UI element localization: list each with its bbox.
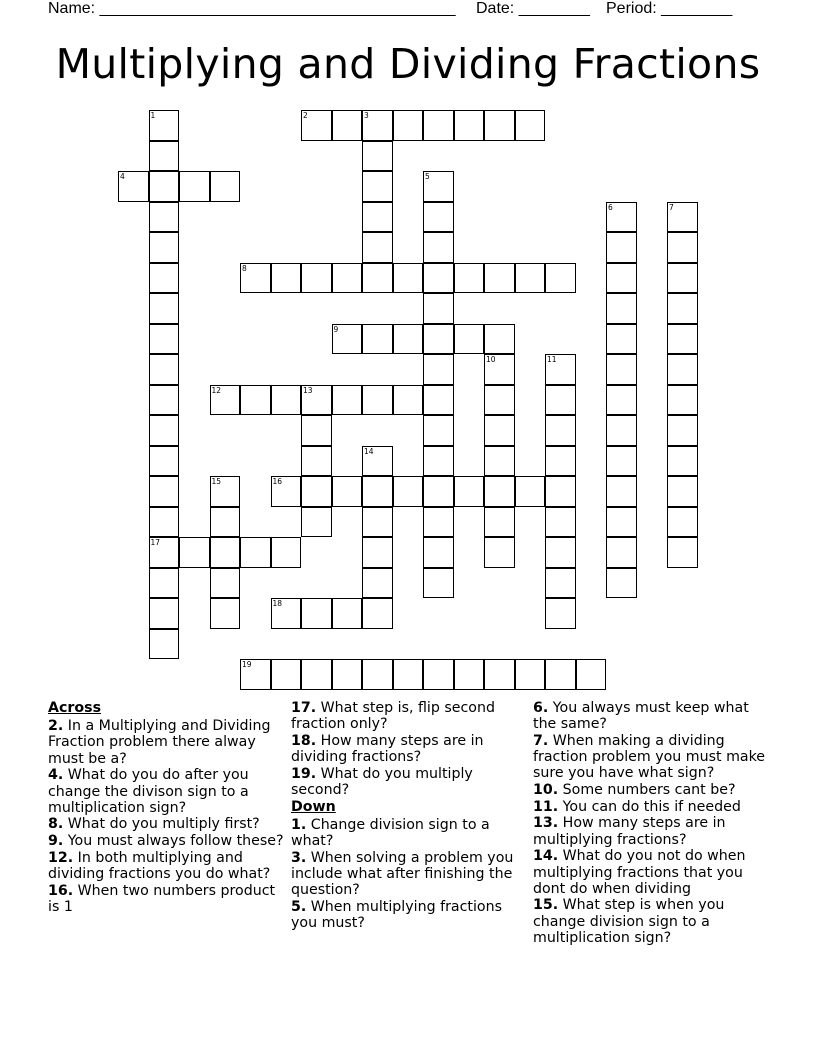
grid-cell[interactable] <box>423 415 454 446</box>
grid-cell[interactable] <box>423 232 454 263</box>
grid-cell[interactable] <box>301 598 332 629</box>
grid-cell[interactable] <box>423 446 454 477</box>
clues-column-1 <box>48 700 284 916</box>
grid-cell[interactable] <box>393 324 424 355</box>
grid-cell[interactable] <box>332 263 363 294</box>
grid-cell[interactable] <box>362 507 393 538</box>
grid-cell[interactable] <box>362 568 393 599</box>
clue-number: 19 <box>242 660 252 669</box>
grid-cell[interactable] <box>332 598 363 629</box>
grid-cell[interactable] <box>667 385 698 416</box>
grid-cell[interactable] <box>423 354 454 385</box>
clue-down-14: 14. What do you not do when multiplying fractions that you dont do when dividing <box>533 848 746 897</box>
grid-cell[interactable] <box>362 476 393 507</box>
grid-cell[interactable] <box>362 171 393 202</box>
grid-cell[interactable] <box>423 324 454 355</box>
clue-number: 8 <box>242 263 247 273</box>
grid-cell[interactable] <box>362 263 393 294</box>
grid-cell[interactable] <box>301 446 332 477</box>
grid-cell[interactable] <box>454 324 485 355</box>
grid-cell[interactable] <box>271 385 302 416</box>
clue-number: 4 <box>120 172 125 181</box>
grid-cell[interactable] <box>667 354 698 385</box>
grid-cell[interactable] <box>484 415 515 446</box>
clue-down-6: 6. You always must keep what the same? <box>533 700 749 733</box>
clue-number: 11 <box>547 355 557 364</box>
grid-cell[interactable] <box>423 537 454 568</box>
clue-number: 10 <box>486 355 496 364</box>
grid-cell[interactable] <box>332 659 363 690</box>
grid-cell[interactable] <box>149 171 180 202</box>
clue-number: 12 <box>211 385 222 395</box>
grid-cell[interactable] <box>606 324 637 355</box>
clue-down-3: 3. When solving a problem you include what after finishing the question? <box>291 849 514 899</box>
grid-cell[interactable] <box>667 415 698 446</box>
grid-cell[interactable] <box>332 385 363 416</box>
grid-cell[interactable] <box>545 568 576 599</box>
page-title: Multiplying and Dividing Fractions <box>55 40 761 88</box>
clue-number: 3 <box>364 111 369 120</box>
grid-cell[interactable] <box>606 354 637 385</box>
grid-cell[interactable] <box>667 476 698 507</box>
clue-down-1: 1. Change division sign to a what? <box>291 816 490 850</box>
grid-cell[interactable] <box>423 202 454 233</box>
grid-cell[interactable] <box>606 476 637 507</box>
grid-cell[interactable] <box>667 446 698 477</box>
grid-cell[interactable] <box>271 659 302 690</box>
grid-cell[interactable] <box>240 385 271 416</box>
grid-cell[interactable] <box>667 263 698 294</box>
grid-cell[interactable] <box>149 629 180 660</box>
grid-cell[interactable] <box>545 476 576 507</box>
clue-down-10: 10. Some numbers cant be? <box>533 782 736 799</box>
grid-cell[interactable] <box>484 507 515 538</box>
grid-cell[interactable] <box>149 415 180 446</box>
grid-cell[interactable] <box>454 476 485 507</box>
clues-column-3 <box>533 700 769 947</box>
clue-across-19: 19. What do you multiply second? <box>291 765 473 799</box>
grid-cell[interactable] <box>606 537 637 568</box>
grid-cell[interactable] <box>423 659 454 690</box>
grid-cell[interactable] <box>301 659 332 690</box>
grid-cell[interactable] <box>606 293 637 324</box>
clue-down-5: 5. When multiplying fractions you must? <box>291 898 502 932</box>
grid-cell[interactable] <box>454 659 485 690</box>
grid-cell[interactable] <box>362 659 393 690</box>
grid-cell[interactable] <box>423 293 454 324</box>
clue-down-7: 7. When making a dividing fraction problem you must make sure you have what sign? <box>533 732 766 782</box>
grid-cell[interactable] <box>545 659 576 690</box>
grid-cell[interactable] <box>332 476 363 507</box>
grid-cell[interactable] <box>423 385 454 416</box>
clue-across-8: 8. What do you multiply first? <box>48 816 260 833</box>
grid-cell[interactable] <box>210 598 241 629</box>
grid-cell[interactable] <box>667 324 698 355</box>
grid-cell[interactable] <box>362 598 393 629</box>
clue-across-9: 9. You must always follow these? <box>48 833 284 850</box>
clue-across-4: 4. What do you do after you change the divison sign to a multiplication sign? <box>48 767 249 816</box>
grid-cell[interactable] <box>606 446 637 477</box>
grid-cell[interactable] <box>484 263 515 294</box>
grid-cell[interactable] <box>515 659 546 690</box>
grid-cell[interactable] <box>149 476 180 507</box>
grid-cell[interactable] <box>423 476 454 507</box>
clue-down-15: 15. What step is when you change division sign to a multiplication sign? <box>533 897 725 946</box>
grid-cell[interactable] <box>271 537 302 568</box>
grid-cell[interactable] <box>362 537 393 568</box>
grid-cell[interactable] <box>606 385 637 416</box>
clue-number: 16 <box>272 477 283 486</box>
grid-cell[interactable] <box>606 263 637 294</box>
grid-cell[interactable] <box>545 598 576 629</box>
grid-cell[interactable] <box>149 263 180 294</box>
clue-number: 15 <box>211 477 222 486</box>
grid-cell[interactable] <box>606 415 637 446</box>
grid-cell[interactable] <box>362 324 393 355</box>
grid-cell[interactable] <box>301 415 332 446</box>
grid-cell[interactable] <box>545 385 576 416</box>
grid-cell[interactable] <box>149 354 180 385</box>
clue-number: 5 <box>425 172 430 181</box>
grid-cell[interactable] <box>484 446 515 477</box>
grid-cell[interactable] <box>393 385 424 416</box>
clues-column-2 <box>291 700 527 932</box>
grid-cell[interactable] <box>423 507 454 538</box>
grid-cell[interactable] <box>423 263 454 294</box>
grid-cell[interactable] <box>149 232 180 263</box>
grid-cell[interactable] <box>606 232 637 263</box>
grid-cell[interactable] <box>210 171 241 202</box>
grid-cell[interactable] <box>515 476 546 507</box>
clue-number: 1 <box>150 111 156 120</box>
grid-cell[interactable] <box>606 568 637 599</box>
grid-cell[interactable] <box>362 385 393 416</box>
grid-cell[interactable] <box>484 537 515 568</box>
grid-cell[interactable] <box>515 110 546 141</box>
clue-across-17: 17. What step is, flip second fraction only? <box>291 700 495 733</box>
clue-across-12: 12. In both multiplying and dividing fractions you do what? <box>48 849 271 883</box>
grid-cell[interactable] <box>423 110 454 141</box>
grid-cell[interactable] <box>149 507 180 538</box>
grid-cell[interactable] <box>545 446 576 477</box>
grid-cell[interactable] <box>423 568 454 599</box>
clue-down-13: 13. How many steps are in multiplying fractions? <box>533 815 726 848</box>
clue-across-18: 18. How many steps are in dividing fractions? <box>291 732 484 766</box>
grid-cell[interactable] <box>667 293 698 324</box>
clue-across-16: 16. When two numbers product is 1 <box>48 882 276 915</box>
grid-cell[interactable] <box>149 202 180 233</box>
grid-cell[interactable] <box>393 659 424 690</box>
grid-cell[interactable] <box>240 537 271 568</box>
clue-number: 7 <box>669 202 674 212</box>
grid-cell[interactable] <box>667 507 698 538</box>
grid-cell[interactable] <box>149 293 180 324</box>
grid-cell[interactable] <box>210 568 241 599</box>
grid-cell[interactable] <box>606 507 637 538</box>
grid-cell[interactable] <box>667 232 698 263</box>
clue-number: 14 <box>364 446 374 456</box>
grid-cell[interactable] <box>545 537 576 568</box>
grid-cell[interactable] <box>301 476 332 507</box>
grid-cell[interactable] <box>545 263 576 294</box>
clue-across-2: 2. In a Multiplying and Dividing Fraction problem there alway must be a? <box>48 718 271 767</box>
grid-cell[interactable] <box>149 568 180 599</box>
grid-cell[interactable] <box>149 141 180 172</box>
grid-cell[interactable] <box>149 385 180 416</box>
grid-cell[interactable] <box>484 110 515 141</box>
grid-cell[interactable] <box>210 507 241 538</box>
grid-cell[interactable] <box>393 110 424 141</box>
grid-cell[interactable] <box>454 110 485 141</box>
grid-cell[interactable] <box>149 446 180 477</box>
grid-cell[interactable] <box>301 263 332 294</box>
clue-down-11: 11. You can do this if needed <box>533 798 741 815</box>
grid-cell[interactable] <box>149 324 180 355</box>
clue-number: 9 <box>333 324 339 334</box>
name-field: Name: ________________________________________ <box>48 0 456 17</box>
down-heading: Down <box>291 798 336 815</box>
grid-cell[interactable] <box>515 263 546 294</box>
grid-cell[interactable] <box>484 385 515 416</box>
grid-cell[interactable] <box>484 659 515 690</box>
grid-cell[interactable] <box>271 263 302 294</box>
grid-cell[interactable] <box>179 537 210 568</box>
grid-cell[interactable] <box>545 415 576 446</box>
grid-cell[interactable] <box>301 507 332 538</box>
date-field: Date: ________ <box>476 0 590 17</box>
grid-cell[interactable] <box>667 537 698 568</box>
grid-cell[interactable] <box>362 141 393 172</box>
grid-cell[interactable] <box>484 476 515 507</box>
grid-cell[interactable] <box>393 263 424 294</box>
grid-cell[interactable] <box>149 598 180 629</box>
grid-cell[interactable] <box>362 202 393 233</box>
grid-cell[interactable] <box>362 232 393 263</box>
clue-number: 17 <box>150 538 161 547</box>
grid-cell[interactable] <box>484 324 515 355</box>
grid-cell[interactable] <box>332 110 363 141</box>
across-heading: Across <box>48 700 102 716</box>
grid-cell[interactable] <box>393 476 424 507</box>
grid-cell[interactable] <box>210 537 241 568</box>
grid-cell[interactable] <box>179 171 210 202</box>
grid-cell[interactable] <box>576 659 607 690</box>
grid-cell[interactable] <box>454 263 485 294</box>
clue-number: 13 <box>303 385 313 395</box>
clue-number: 2 <box>303 111 308 120</box>
grid-cell[interactable] <box>545 507 576 538</box>
clue-number: 18 <box>272 599 283 608</box>
clue-number: 6 <box>608 202 613 212</box>
period-field: Period: ________ <box>606 0 733 17</box>
